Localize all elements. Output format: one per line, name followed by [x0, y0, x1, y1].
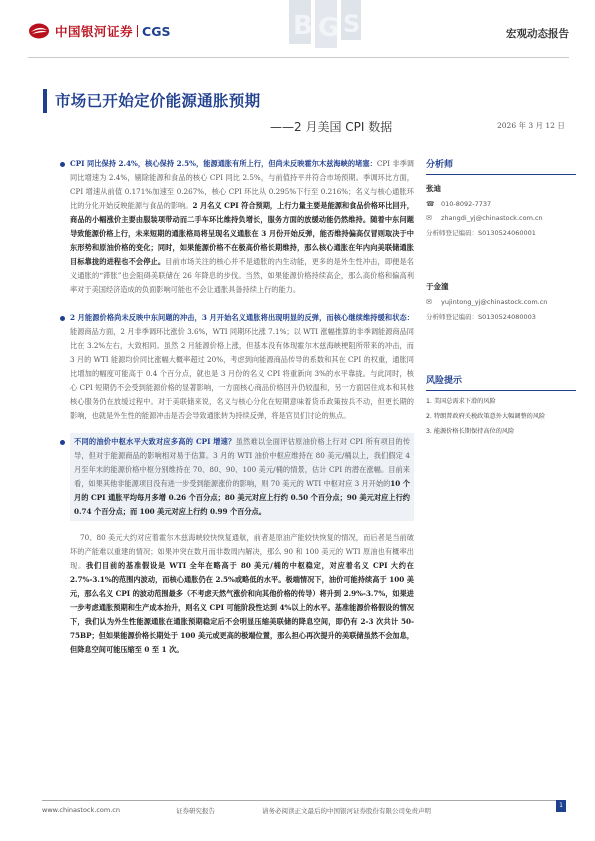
- report-type: 宏观动态报告: [506, 28, 569, 40]
- para4-text: 70、80 美元大约对应着霍尔木兹海峡较快恢复通航，前者是原油产能较快恢复的情况，而后者是当前破坏的产能难以重建的情况；如果冲突在数月而非数周内解决，那么 90 和 100 美元的 WTI 原油也有概率出现。: [70, 533, 414, 570]
- para4-bold-2: 极端情况下，油价可能持续高于 100 美元，那么名义 CPI 的波动范围最多（不考虑天然气涨价和向其他价格的传导）将升到 2.9%-3.7%，如果进一步考虑通胀预期和生产成本抬升，则名义 CPI 可能阶段性达到 4%以上的水平。: [70, 575, 414, 612]
- analyst-email-row: [426, 298, 576, 306]
- svg-text:S: S: [343, 10, 361, 38]
- analyst-email[interactable]: yujintong_yj@chinastock.com.cn: [441, 298, 548, 306]
- para2-lead: 2 月能源价格尚未反映中东问题的冲击，3 月开始名义通胀将出现明显的反弹，而核心继续维持缓和状态：: [70, 313, 414, 322]
- highlight-box: [70, 433, 414, 521]
- analyst-heading: 分析师: [426, 157, 576, 175]
- analyst-phone: 010-8092-7737: [441, 200, 492, 208]
- para1-bold-2: 随着中东问题导致能源价格上行，未来短期的通胀格局将呈现名义通胀在 3 月份开始反弹，能否维持偏高仅冒则取决于中东形势和原油价格的变化；同时，如果能源价格不在极高价格长期维持，那么核心通胀在年内向美联储通胀目标靠拢的进程也不会停止。: [70, 215, 414, 266]
- header-divider: [28, 57, 569, 58]
- para1-bold-1: 2 月名义 CPI 符合预期，上行力量主要是能源和食品价格环比回升，商品的小幅涨价主要由服装项带动而二手车环比维持负增长，服务方面的放缓动能仍然维持。: [70, 201, 414, 224]
- risk-heading: 风险提示: [426, 373, 576, 391]
- risk-item: 3. 能源价格长期保持高位的风险: [426, 428, 515, 435]
- paragraph-oil-scenarios: [74, 435, 410, 519]
- paragraph-cpi-summary: [70, 157, 414, 297]
- svg-text:G: G: [318, 13, 340, 43]
- footer-website[interactable]: www.chinastock.com.cn: [42, 806, 120, 814]
- title-accent-bar: [43, 89, 47, 113]
- logo-divider: [137, 25, 138, 37]
- bullet-icon: [60, 162, 65, 167]
- para3-text: 虽然难以全面评估原油价格上行对 CPI 所有项目的传导，但对于能源商品的影响相对易于估算。3 月的 WTI 油价中枢应维持在 80 美元/桶以上，我们假定 4 月至年末的能源价格中枢分别维持在 70、80、90、100 美元/桶的情景，估计 CPI 的潜在涨幅。目前来看，如果其他非能源项目没有进一步受到能源涨价的影响，则 70 美元的 WTI 中枢对应 3 月开始的: [74, 437, 411, 488]
- para4-bold-3: 基准能源价格假设的情况下，我们认为外生性能源通胀在通胀预期稳定后不会明显压缩美联储的降息空间，即仍有 2-3 次共计 50-75BP；但如果能源价格长期处于 100 美元或更高的极端位置，那么担心再次提升的美联储虽然不会加息，但降息空间可能压缩至 0 至 1 次。: [70, 603, 414, 654]
- analyst-email[interactable]: zhangdi_yj@chinastock.com.cn: [441, 214, 543, 222]
- footer-divider: [42, 800, 565, 801]
- logo-chinese-name: 中国银河证券: [55, 24, 134, 39]
- email-icon: ✉: [426, 214, 432, 222]
- paragraph-baseline: [70, 531, 414, 657]
- report-title: 市场已开始定价能源通胀预期: [55, 92, 261, 110]
- para1-text: CPI 非季调同比增速为 2.4%，剔除能源和食品的核心 CPI 同比 2.5%，与前值持平并符合市场预期。季调环比方面，CPI 增速从前值 0.171%加速至 0.267%，核心 CPI 环比从 0.295%下行至 0.216%；名义与核心通胀环比的分化开始反映能源与食品的影响。: [70, 159, 414, 210]
- paragraph-energy-prices: [70, 311, 414, 423]
- risk-item: 1. 美国总需求下滑的风险: [426, 398, 496, 405]
- para1-text-2: 目前市场关注的核心并不是通胀的内生动能，更多的是外生性冲击，即便是名义通胀的“滞胀”也会阻碍美联储在 26 年降息的步伐。当然，如果能源价格持续高企，那么高价格和偏高利率对于美国经济造成的负面影响可能也不会让通胀具备持续上行的能力。: [70, 257, 414, 294]
- para2-text: 能源商品方面，2 月非季调环比涨价 3.6%，WTI 同期环比涨 7.1%；以 WTI 涨幅推算的非季调能源商品同比在 3.2%左右，大致相同。虽然 2 月能源价格上涨，但基本没有体现霍尔木兹海峡梗阻所带来的冲击，而 3 月的 WTI 能源均价同比涨幅大概率超过 20%，考虑到向能源商品传导的系数和其在 CPI 的权重，通胀同比增加的幅度可能高于 0.4 个百分点，就也是 3 月份的名义 CPI 将重新向 3%的水平靠拢。与此同时，核心 CPI 短期仍不会受到能源价格的显著影响，一方面核心商品价格回升仍较温和，另一方面居住成本和其他核心服务仍在放缓过程中。对于美联储来说，名义与核心分化在短期意味着货币政策按兵不动，但更长期的影响，也就是外生性的能源冲击是否会导致通胀转为持续反弹，将是官员们讨论的焦点。: [70, 327, 414, 420]
- galaxy-logo-icon: [28, 22, 50, 40]
- main-content: [70, 157, 414, 657]
- svg-text:B: B: [293, 11, 313, 41]
- phone-icon: ☎: [426, 200, 435, 208]
- analyst-phone-row: [426, 200, 576, 208]
- page-header: [0, 0, 595, 62]
- footer-disclaimer: 请务必阅读正文最后的中国银河证券股份有限公司免责声明: [262, 807, 431, 815]
- bullet-icon: [60, 440, 65, 445]
- analyst-registration: 分析师登记编码：S0130524060001: [426, 229, 536, 237]
- analyst-name: 于金潼: [426, 282, 449, 291]
- para3-lead: 不同的油价中枢水平大致对应多高的 CPI 增速？: [74, 437, 236, 446]
- footer-label: 证券研究报告: [176, 807, 215, 815]
- company-logo: [28, 22, 170, 40]
- sidebar: [426, 157, 576, 442]
- email-icon: ✉: [426, 298, 432, 306]
- risk-item: 2. 特朗普政府关税政策意外大幅调整的风险: [426, 413, 546, 420]
- analyst-name: 张迪: [426, 184, 441, 193]
- para3-bold: 10 个月的 CPI 通胀平均每月多增 0.26 个百分点；80 美元对应上行约 0.50 个百分点；90 美元对应上行约 0.74 个百分点；而 100 美元对应上行约 0.99 个百分点。: [74, 479, 410, 516]
- report-subtitle: ——2 月美国 CPI 数据: [270, 120, 393, 134]
- para1-lead: CPI 同比保持 2.4%，核心保持 2.5%，能源通胀有所上行，但尚未反映霍尔木兹海峡的堵塞：: [70, 159, 377, 168]
- para4-bold-1: 我们目前的基准假设是 WTI 全年在略高于 80 美元/桶的中枢稳定，对应着名义 CPI 大约在 2.7%-3.1%的范围内波动，而核心通胀仍在 2.5%或略低的水平。: [70, 561, 414, 584]
- bullet-icon: [60, 316, 65, 321]
- header-watermark-graphic: [285, 0, 365, 56]
- page-number: 1: [556, 800, 566, 812]
- logo-english-name: CGS: [142, 23, 171, 39]
- report-date: 2026 年 3 月 12 日: [497, 121, 565, 130]
- analyst-email-row: [426, 214, 576, 222]
- risk-list: [426, 397, 576, 437]
- analyst-registration: 分析师登记编码：S0130524080003: [426, 313, 536, 321]
